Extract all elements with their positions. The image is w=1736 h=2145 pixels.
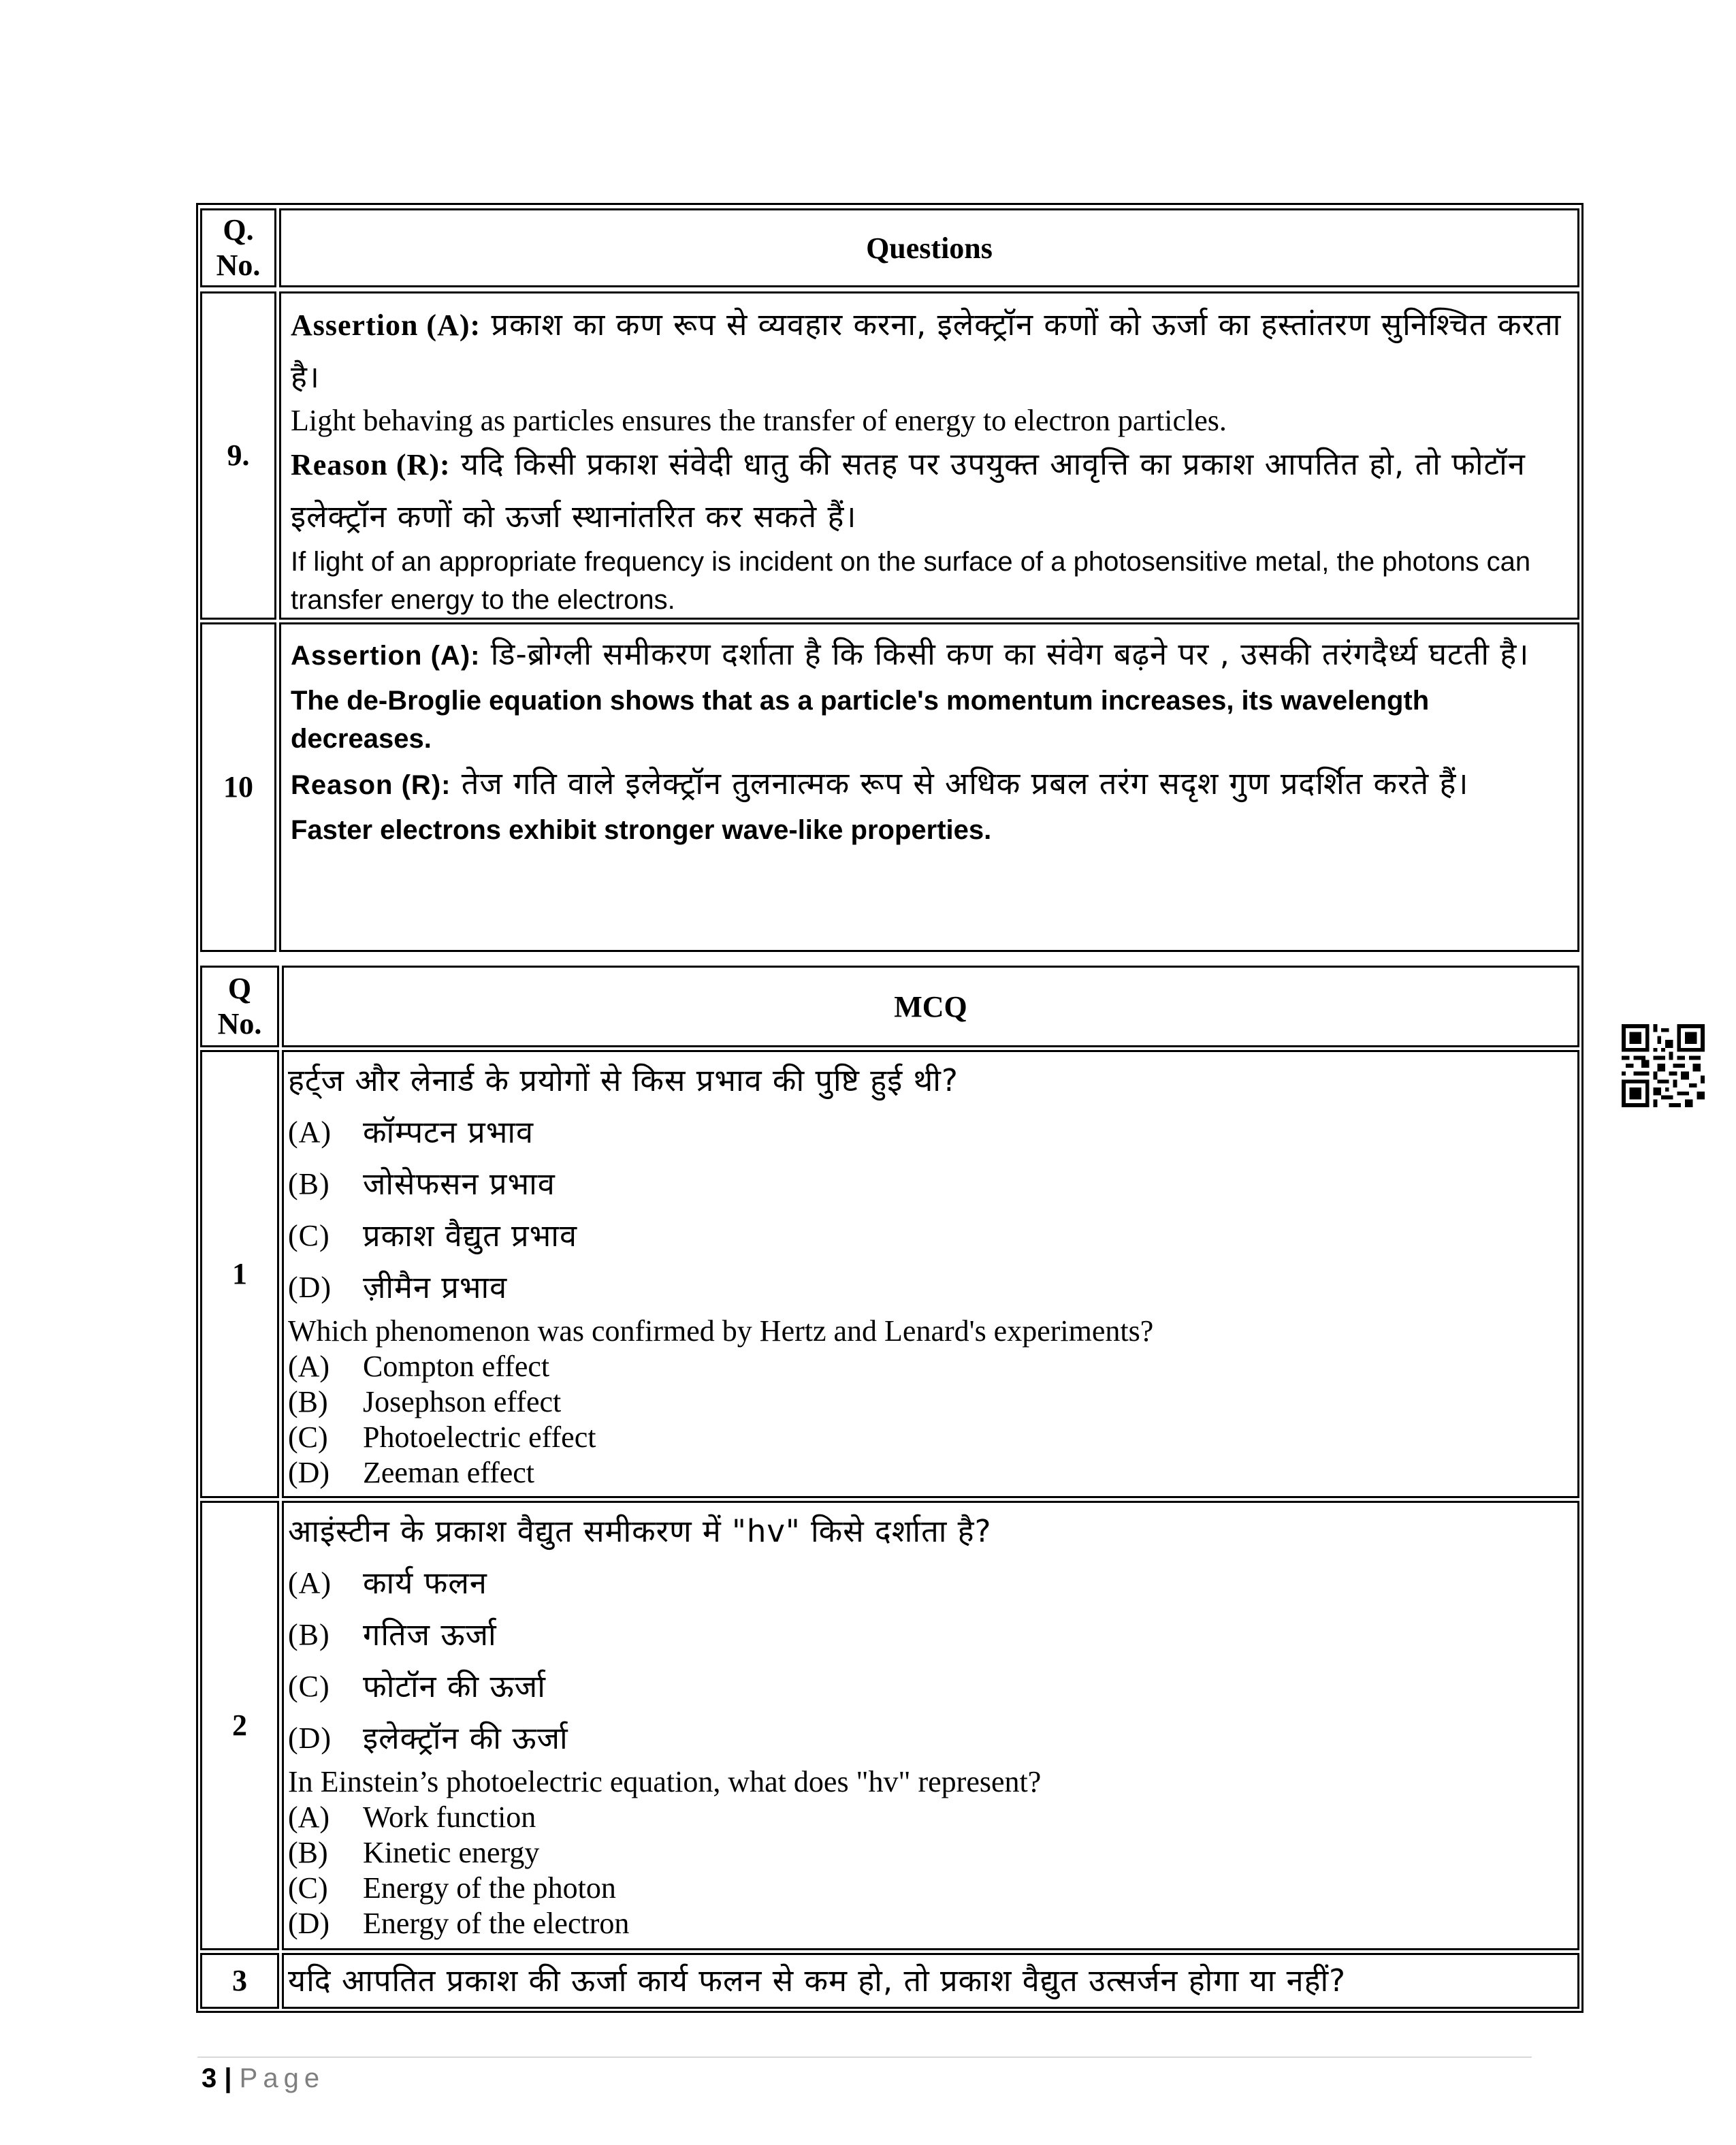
q10-reason-english: Faster electrons exhibit stronger wave-like properties. [291,815,992,845]
q9-assertion-english: Light behaving as particles ensures the transfer of energy to electron particles. [291,404,1227,437]
mcq1-option-hindi: (B) जोसेफसन प्रभाव [288,1166,556,1202]
mcq3-content-cell [282,1953,1579,2009]
mcq1-question-english: Which phenomenon was confirmed by Hertz and Lenard's experiments? [288,1314,1154,1348]
q9-assertion-hindi: Assertion (A): प्रकाश का कण रूप से व्यवहार करना, इलेक्ट्रॉन कणों को ऊर्जा का हस्तांतरण सुनिश्चित करता है। [291,306,1562,395]
q9-number-cell [200,291,276,620]
mcq-header-qno: Q No. [217,972,262,1040]
mcq1-option-english: (A) Compton effect [288,1350,550,1383]
mcq1-option-english: (D) Zeeman effect [288,1456,535,1489]
mcq1-option-hindi: (A) कॉम्पटन प्रभाव [288,1114,534,1150]
mcq2-number: 2 [232,1709,247,1742]
mcq1-content-cell [282,1050,1579,1498]
q10-reason-hindi: Reason (R): तेज गति वाले इलेक्ट्रॉन तुलनात्मक रूप से अधिक प्रबल तरंग सदृश गुण प्रदर्शित करते हैं। [291,765,1469,801]
mcq2-option-hindi: (C) फोटॉन की ऊर्जा [288,1668,546,1704]
mcq1-option-hindi: (D) ज़ीमैन प्रभाव [288,1269,508,1305]
q9-content-cell [279,291,1579,620]
mcq3-question-hindi: यदि आपतित प्रकाश की ऊर्जा कार्य फलन से कम हो, तो प्रकाश वैद्युत उत्सर्जन होगा या नहीं? [288,1963,1347,1999]
q10-assertion-hindi: Assertion (A): डि-ब्रोग्ली समीकरण दर्शाता है कि किसी कण का संवेग बढ़ने पर , उसकी तरंगदैर्ध्य घटती है। [291,636,1530,672]
mcq2-question-english: In Einstein’s photoelectric equation, what does "hv" represent? [288,1765,1042,1798]
mcq1-option-english: (B) Josephson effect [288,1385,562,1418]
header-qno-cell [200,208,276,287]
page-number: 3 [202,2063,217,2093]
mcq1-number: 1 [232,1257,247,1290]
mcq2-content-cell [282,1501,1579,1950]
mcq1-option-english: (C) Photoelectric effect [288,1420,596,1454]
mcq1-number-cell [200,1050,279,1498]
header-title: Questions [866,231,993,265]
mcq-header-qno-cell [200,966,279,1047]
q9-number: 9. [227,439,250,472]
mcq3-number-cell [200,1953,279,2009]
footer-divider [197,2056,1532,2058]
q9-reason-english: If light of an appropriate frequency is incident on the surface of a photosensitive metal, the photons can transfer energy to the electrons. [291,547,1531,615]
mcq2-option-english: (B) Kinetic energy [288,1836,540,1869]
page-separator: | [216,2063,240,2093]
mcq2-option-english: (C) Energy of the photon [288,1871,616,1905]
mcq1-option-hindi: (C) प्रकाश वैद्युत प्रभाव [288,1218,577,1254]
mcq-header-title-cell [282,966,1579,1047]
mcq2-option-hindi: (A) कार्य फलन [288,1565,487,1601]
q9-reason-hindi: Reason (R): यदि किसी प्रकाश संवेदी धातु की सतह पर उपयुक्त आवृत्ति का प्रकाश आपतित हो, तो फोटॉन इलेक्ट्रॉन कणों को ऊर्जा स्थानांतरित कर सकते हैं। [291,446,1526,535]
header-title-cell [279,208,1579,287]
mcq2-question-hindi: आइंस्टीन के प्रकाश वैद्युत समीकरण में "hv" किसे दर्शाता है? [288,1513,992,1549]
q10-number-cell [200,622,276,952]
q10-number: 10 [223,770,253,804]
mcq-header-title: MCQ [894,989,967,1023]
mcq2-number-cell [200,1501,279,1950]
mcq2-option-english: (D) Energy of the electron [288,1907,630,1940]
mcq2-option-hindi: (D) इलेक्ट्रॉन की ऊर्जा [288,1720,568,1756]
page-word: Page [239,2063,325,2093]
mcq2-option-hindi: (B) गतिज ऊर्जा [288,1617,497,1653]
header-qno: Q. No. [216,213,261,282]
mcq1-question-hindi: हर्ट्ज और लेनार्ड के प्रयोगों से किस प्रभाव की पुष्टि हुई थी? [288,1062,959,1098]
page-footer [202,2063,325,2094]
q10-assertion-english: The de-Broglie equation shows that as a particle's momentum increases, its wavelength decreases. [291,686,1430,754]
qr-code-icon [1622,1024,1705,1107]
q10-content-cell [279,622,1579,952]
mcq3-number: 3 [232,1964,247,1997]
mcq2-option-english: (A) Work function [288,1800,536,1834]
